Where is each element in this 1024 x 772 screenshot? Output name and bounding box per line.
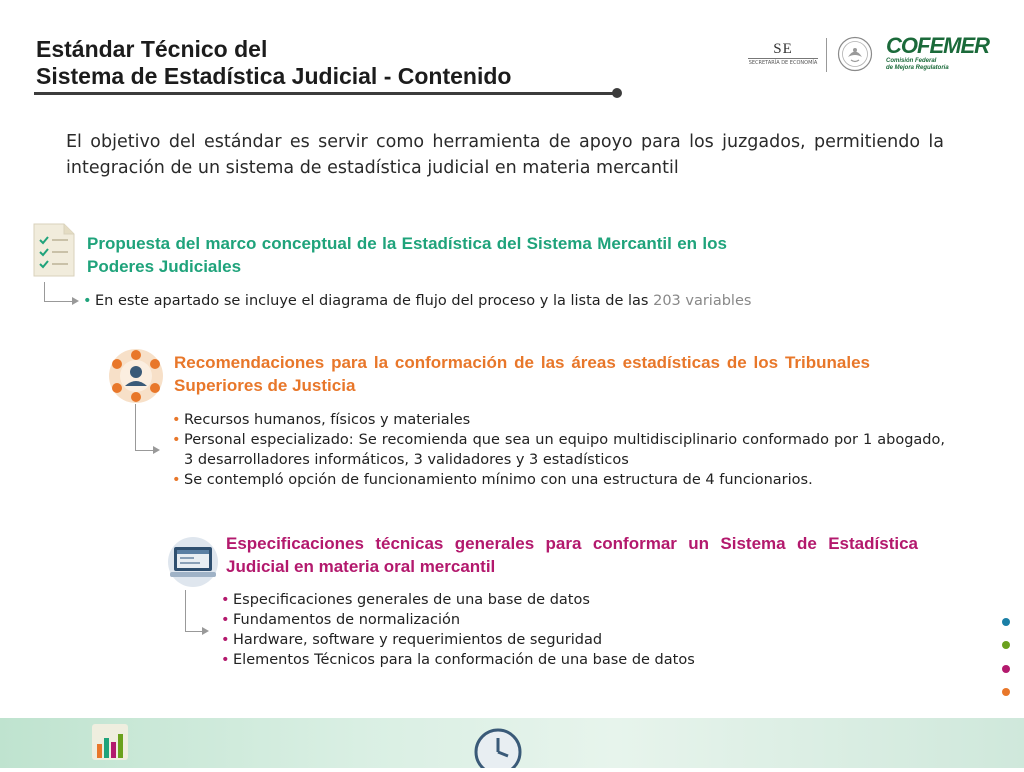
nav-dot-orange[interactable]: [1002, 688, 1010, 696]
section1-heading: Propuesta del marco conceptual de la Estadística del Sistema Mercantil en los Poderes Judiciales: [87, 234, 727, 276]
section3-connector: [185, 590, 203, 632]
nav-dot-green[interactable]: [1002, 641, 1010, 649]
section2-connector-arrow: [153, 446, 160, 454]
section2-bullet: • Se contempló opción de funcionamiento mínimo con una estructura de 4 funcionarios.: [172, 470, 945, 490]
team-icon: [108, 348, 164, 404]
section1-connector-arrow: [72, 297, 79, 305]
section3-bullet: • Especificaciones generales de una base de datos: [221, 590, 921, 610]
section2-bullet: • Personal especializado: Se recomienda que sea un equipo multidisciplinario conformado por 1 abogado, 3 desarrolladores informáticos, 3 validadores y 3 estadísticos: [172, 430, 945, 470]
section3-bullets: [221, 590, 921, 670]
checklist-icon: [30, 222, 78, 278]
section2-bullet: • Recursos humanos, físicos y materiales: [172, 410, 945, 430]
cofemer-logo-sub2: de Mejora Regulatoria: [886, 65, 949, 71]
section3-connector-arrow: [202, 627, 209, 635]
cofemer-logo: [886, 33, 989, 74]
bar-chart-icon: [90, 722, 130, 762]
se-logo-abbrev: SE: [748, 40, 818, 59]
title-underline-dot: [612, 88, 622, 98]
se-logo-name: SECRETARÍA DE ECONOMÍA: [748, 60, 818, 66]
section2-heading: Recomendaciones para la conformación de las áreas estadísticas de los Tribunales Superiores de Justicia: [174, 353, 870, 395]
nav-dot-magenta[interactable]: [1002, 665, 1010, 673]
section1-bullet-text: En este apartado se incluye el diagrama de flujo del proceso y la lista de las: [95, 293, 654, 309]
monitor-icon: [166, 536, 220, 588]
page-title-line1: Estándar Técnico del: [36, 36, 268, 62]
logo-separator: [826, 38, 827, 72]
se-logo: [748, 40, 818, 72]
section1-connector: [44, 282, 73, 302]
intro-paragraph: El objetivo del estándar es servir como herramienta de apoyo para los juzgados, permitiendo la integración de un sistema de estadística judicial en materia mercantil: [66, 132, 944, 178]
section3-heading: Especificaciones técnicas generales para conformar un Sistema de Estadística Judicial en materia oral mercantil: [226, 534, 918, 576]
section3-bullet: • Elementos Técnicos para la conformación de una base de datos: [221, 650, 921, 670]
section2-bullets: [172, 410, 945, 490]
section3-bullet: • Hardware, software y requerimientos de seguridad: [221, 630, 921, 650]
cofemer-logo-sub1: Comisión Federal: [886, 58, 937, 64]
clock-icon: [472, 726, 524, 768]
mexico-seal-icon: [837, 36, 873, 72]
section1-bullet-highlight: 203 variables: [653, 293, 752, 309]
section1-bullet: [83, 291, 883, 311]
page-title-line2: Sistema de Estadística Judicial - Contenido: [36, 63, 512, 89]
nav-dot-blue[interactable]: [1002, 618, 1010, 626]
section1-bullets: [83, 291, 883, 311]
section3-bullet: • Fundamentos de normalización: [221, 610, 921, 630]
section2-connector: [135, 404, 154, 451]
title-underline: [34, 92, 616, 95]
cofemer-logo-name: COFEMER: [886, 33, 989, 58]
page-title: [36, 36, 511, 90]
